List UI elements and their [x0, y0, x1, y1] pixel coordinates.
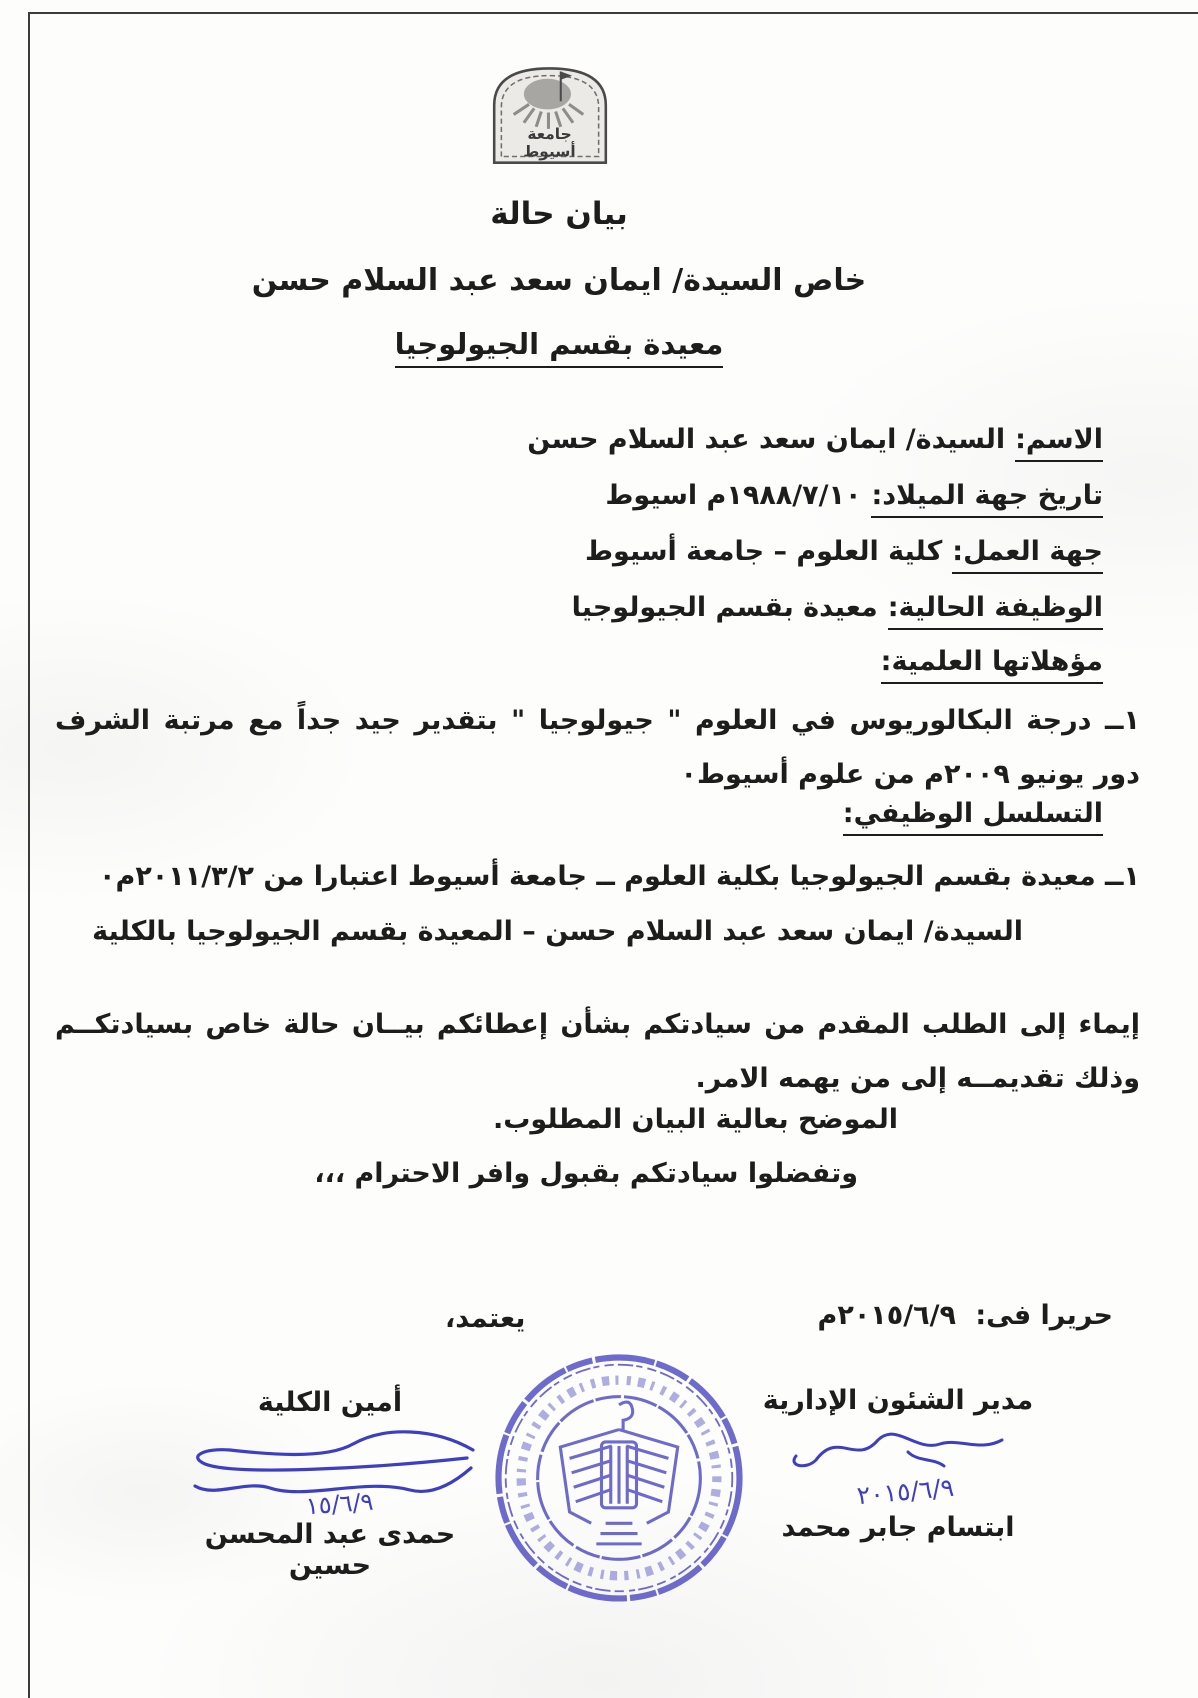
signature-block-college-secretary: [170, 1387, 490, 1581]
stamp-eagle: [560, 1402, 677, 1544]
logo-text-line1: جامعة: [527, 125, 572, 144]
document-title: بيان حالة: [490, 196, 628, 232]
college-secretary-signature: [175, 1420, 485, 1525]
field-current-position-value: معيدة بقسم الجيولوجيا: [571, 592, 878, 623]
position-underlined-text: معيدة بقسم الجيولوجيا: [395, 327, 724, 368]
qualification-item: ١ــ درجة البكالوريوس في العلوم " جيولوجيا " بتقدير جيد جداً مع مرتبة الشرف دور يونيو ٢٠٠٩م من علوم أسيوط٠: [55, 705, 1140, 790]
field-workplace: [585, 536, 1103, 567]
logo-sun: [524, 79, 571, 110]
stamp-graphic: [490, 1341, 748, 1617]
field-workplace-label: جهة العمل:: [952, 536, 1103, 574]
admin-director-title: مدير الشئون الإدارية: [762, 1385, 1034, 1416]
clarification-line: الموضح بعالية البيان المطلوب.: [493, 1104, 898, 1135]
field-birth: [605, 480, 1103, 511]
body-paragraph: إيماء إلى الطلب المقدم من سيادتكم بشأن إعطائكم بيــان حالة خاص بسيادتكــم وذلك تقديمــه إلى من يهمه الامر.: [55, 1009, 1140, 1094]
written-date-label: حريرا فى:: [975, 1300, 1113, 1331]
field-name-label: الاسم:: [1015, 424, 1103, 462]
college-secretary-handwritten-date: ١٥/٦/٩: [304, 1487, 375, 1521]
career-item: ١ــ معيدة بقسم الجيولوجيا بكلية العلوم ــ جامعة أسيوط اعتبارا من ٢٠١١/٣/٢م٠: [99, 861, 1140, 892]
written-date-line: [818, 1300, 1113, 1331]
approval-word: يعتمد،: [445, 1303, 526, 1334]
document-subtitle-position: [0, 327, 1118, 361]
field-current-position: [572, 592, 1103, 623]
admin-director-handwritten-date: ٢٠١٥/٦/٩: [855, 1472, 956, 1511]
admin-director-signature: [758, 1418, 1038, 1518]
career-heading-text: التسلسل الوظيفي:: [843, 798, 1103, 836]
university-logo-graphic: [486, 60, 614, 166]
field-workplace-value: كلية العلوم – جامعة أسيوط: [584, 536, 943, 567]
closing-line: وتفضلوا سيادتكم بقبول وافر الاحترام ،،،: [314, 1158, 858, 1189]
qualifications-heading-text: مؤهلاتها العلمية:: [881, 646, 1103, 684]
addressee-line: السيدة/ ايمان سعد عبد السلام حسن – المعيدة بقسم الجيولوجيا بالكلية: [92, 916, 1023, 947]
career-heading: [843, 798, 1103, 829]
college-secretary-title: أمين الكلية: [257, 1387, 403, 1418]
university-logo: [486, 60, 614, 166]
qualifications-heading: [881, 646, 1103, 677]
official-round-stamp: [490, 1341, 748, 1617]
document-subtitle-name: خاص السيدة/ ايمان سعد عبد السلام حسن: [251, 263, 867, 298]
field-birth-label: تاريخ جهة الميلاد:: [871, 480, 1103, 518]
field-birth-value: ١٩٨٨/٧/١٠م اسيوط: [605, 480, 862, 511]
college-secretary-name: حمدى عبد المحسن حسين: [204, 1519, 456, 1581]
signature-block-admin-director: [748, 1385, 1048, 1543]
field-name: [527, 424, 1103, 455]
field-name-value: السيدة/ ايمان سعد عبد السلام حسن: [527, 424, 1006, 455]
logo-text-line2: أسيوط: [523, 142, 576, 161]
admin-director-name: ابتسام جابر محمد: [781, 1512, 1015, 1543]
field-current-position-label: الوظيفة الحالية:: [888, 592, 1103, 630]
written-date-value: ٢٠١٥/٦/٩م: [817, 1300, 956, 1331]
